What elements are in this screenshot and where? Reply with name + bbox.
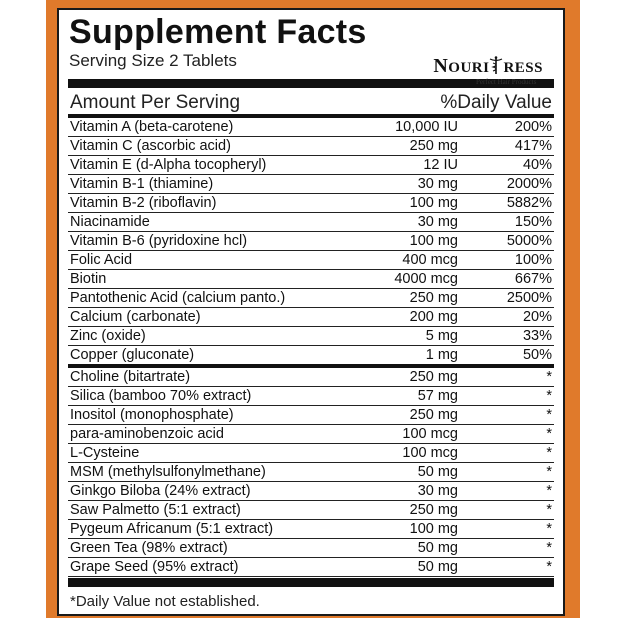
nutrient-name: Vitamin A (beta-carotene)	[68, 118, 336, 137]
table-row	[68, 482, 554, 501]
table-row	[68, 444, 554, 463]
amount-cell: 1 mg	[336, 346, 470, 367]
daily-value-cell: 40%	[470, 156, 554, 175]
table-row	[68, 406, 554, 425]
amount-cell: 250 mg	[336, 501, 470, 520]
daily-value-cell: 667%	[470, 270, 554, 289]
table-row	[68, 213, 554, 232]
daily-value-cell: 33%	[470, 327, 554, 346]
amount-cell: 100 mg	[336, 194, 470, 213]
amount-cell: 250 mg	[336, 366, 470, 387]
amount-cell: 250 mg	[336, 137, 470, 156]
daily-value-cell: *	[470, 463, 554, 482]
nutrient-table	[68, 118, 554, 577]
vitamins-minerals-group	[68, 118, 554, 366]
nutrient-name: Pygeum Africanum (5:1 extract)	[68, 520, 336, 539]
nutrient-name: Vitamin B-2 (riboflavin)	[68, 194, 336, 213]
daily-value-cell: 150%	[470, 213, 554, 232]
daily-value-cell: *	[470, 444, 554, 463]
daily-value-cell: *	[470, 520, 554, 539]
daily-value-cell: *	[470, 482, 554, 501]
daily-value-cell: *	[470, 558, 554, 577]
amount-cell: 50 mg	[336, 539, 470, 558]
amount-cell: 200 mg	[336, 308, 470, 327]
nutrient-name: Vitamin C (ascorbic acid)	[68, 137, 336, 156]
nutrient-name: L-Cysteine	[68, 444, 336, 463]
table-row	[68, 387, 554, 406]
brand-name	[433, 56, 543, 78]
table-row	[68, 327, 554, 346]
daily-value-cell: *	[470, 406, 554, 425]
nutrient-name: Ginkgo Biloba (24% extract)	[68, 482, 336, 501]
nutrient-name: Zinc (oxide)	[68, 327, 336, 346]
column-header	[68, 88, 554, 118]
nutrient-name: para-aminobenzoic acid	[68, 425, 336, 444]
amount-header: Amount Per Serving	[70, 92, 241, 113]
nutrient-name: Inositol (monophosphate)	[68, 406, 336, 425]
daily-value-cell: *	[470, 387, 554, 406]
daily-value-cell: *	[470, 425, 554, 444]
nutrient-name: Vitamin B-6 (pyridoxine hcl)	[68, 232, 336, 251]
amount-cell: 10,000 IU	[336, 118, 470, 137]
table-row	[68, 194, 554, 213]
amount-cell: 12 IU	[336, 156, 470, 175]
daily-value-cell: 5882%	[470, 194, 554, 213]
table-row	[68, 366, 554, 387]
brand-name-part: RESS	[503, 60, 543, 76]
table-row	[68, 520, 554, 539]
brand-tagline: Perfect Hair Products	[476, 78, 537, 86]
table-row	[68, 289, 554, 308]
amount-cell: 5 mg	[336, 327, 470, 346]
daily-value-cell: *	[470, 366, 554, 387]
nutrient-name: Green Tea (98% extract)	[68, 539, 336, 558]
amount-cell: 400 mcg	[336, 251, 470, 270]
nutrient-name: Grape Seed (95% extract)	[68, 558, 336, 577]
divider-bar	[68, 578, 554, 587]
daily-value-cell: 200%	[470, 118, 554, 137]
brand-name-part: N	[433, 55, 449, 77]
table-row	[68, 501, 554, 520]
amount-cell: 50 mg	[336, 463, 470, 482]
caduceus-icon	[489, 56, 503, 74]
serving-size: Serving Size 2 Tablets	[69, 51, 237, 70]
amount-cell: 50 mg	[336, 558, 470, 577]
amount-cell: 100 mg	[336, 232, 470, 251]
daily-value-cell: 5000%	[470, 232, 554, 251]
amount-cell: 30 mg	[336, 213, 470, 232]
table-row	[68, 346, 554, 367]
daily-value-cell: 20%	[470, 308, 554, 327]
daily-value-header: %Daily Value	[440, 92, 552, 113]
nutrient-name: Calcium (carbonate)	[68, 308, 336, 327]
table-row	[68, 539, 554, 558]
table-row	[68, 425, 554, 444]
daily-value-cell: 417%	[470, 137, 554, 156]
panel-title: Supplement Facts	[69, 13, 367, 51]
table-row	[68, 463, 554, 482]
footnote: *Daily Value not established.	[70, 593, 260, 610]
table-row	[68, 270, 554, 289]
amount-cell: 250 mg	[336, 406, 470, 425]
nutrient-name: Biotin	[68, 270, 336, 289]
daily-value-cell: 2000%	[470, 175, 554, 194]
table-row	[68, 137, 554, 156]
table-row	[68, 251, 554, 270]
daily-value-cell: *	[470, 539, 554, 558]
nutrient-name: Vitamin E (d-Alpha tocopheryl)	[68, 156, 336, 175]
nutrient-name: Silica (bamboo 70% extract)	[68, 387, 336, 406]
daily-value-cell: 50%	[470, 346, 554, 367]
amount-cell: 250 mg	[336, 289, 470, 308]
supplement-facts-panel	[57, 8, 565, 616]
table-row	[68, 156, 554, 175]
brand-name-part: OURI	[448, 60, 490, 76]
nutrient-name: Saw Palmetto (5:1 extract)	[68, 501, 336, 520]
other-ingredients-group	[68, 366, 554, 577]
amount-cell: 57 mg	[336, 387, 470, 406]
nutrient-name: Copper (gluconate)	[68, 346, 336, 367]
nutrient-name: Vitamin B-1 (thiamine)	[68, 175, 336, 194]
amount-cell: 4000 mcg	[336, 270, 470, 289]
nutrient-name: Folic Acid	[68, 251, 336, 270]
daily-value-cell: 2500%	[470, 289, 554, 308]
amount-cell: 100 mcg	[336, 444, 470, 463]
nutrient-name: Choline (bitartrate)	[68, 366, 336, 387]
table-row	[68, 118, 554, 137]
amount-cell: 30 mg	[336, 482, 470, 501]
table-row	[68, 308, 554, 327]
brand-logo	[433, 56, 543, 86]
daily-value-cell: *	[470, 501, 554, 520]
amount-cell: 30 mg	[336, 175, 470, 194]
amount-cell: 100 mcg	[336, 425, 470, 444]
table-row	[68, 232, 554, 251]
nutrient-name: Niacinamide	[68, 213, 336, 232]
table-row	[68, 175, 554, 194]
amount-cell: 100 mg	[336, 520, 470, 539]
nutrient-name: Pantothenic Acid (calcium panto.)	[68, 289, 336, 308]
nutrient-name: MSM (methylsulfonylmethane)	[68, 463, 336, 482]
table-row	[68, 558, 554, 577]
daily-value-cell: 100%	[470, 251, 554, 270]
